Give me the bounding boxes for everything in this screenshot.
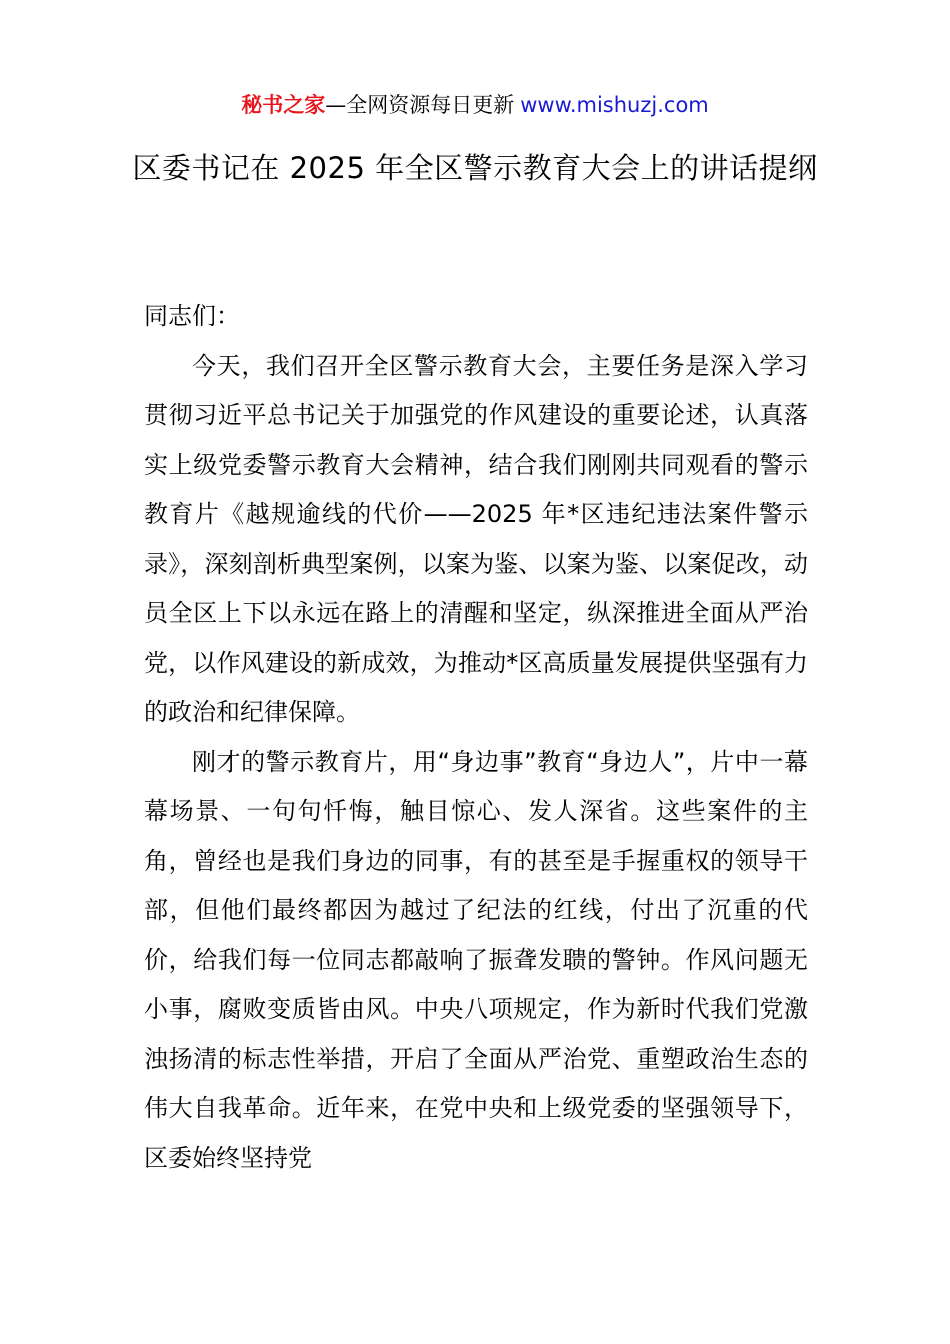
brand-name: 秘书之家 <box>241 93 326 117</box>
body-paragraph: 刚才的警示教育片，用“身边事”教育“身边人”，片中一幕幕场景、一句句忏悔，触目惊心、发人深省。这些案件的主角，曾经也是我们身边的同事，有的甚至是手握重权的领导干部，但他们最终都因为越过了纪法的红线，付出了沉重的代价，给我们每一位同志都敲响了振聋发聩的警钟。作风问题无小事，腐败变质皆由风。中央八项规定，作为新时代我们党激浊扬清的标志性举措，开启了全面从严治党、重塑政治生态的伟大自我革命。近年来，在党中央和上级党委的坚强领导下，区委始终坚持党 <box>144 747 808 1172</box>
banner-tagline: —全网资源每日更新 <box>325 93 515 117</box>
site-url-link[interactable]: www.mishuzj.com <box>520 93 709 117</box>
body-paragraph: 今天，我们召开全区警示教育大会，主要任务是深入学习贯彻习近平总书记关于加强党的作风建设的重要论述，认真落实上级党委警示教育大会精神，结合我们刚刚共同观看的警示教育片《越规逾线的代价——2025 年*区违纪违法案件警示录》，深刻剖析典型案例，以案为鉴、以案为鉴、以案促改，动员全区上下以永远在路上的清醒和坚定，纵深推进全面从严治党，以作风建设的新成效，为推动*区高质量发展提供坚强有力的政治和纪律保障。 <box>144 351 808 726</box>
document-title: 区委书记在 2025 年全区警示教育大会上的讲话提纲 <box>132 151 818 185</box>
document-body <box>144 292 808 1183</box>
site-banner <box>0 88 950 122</box>
salutation: 同志们： <box>144 302 240 330</box>
